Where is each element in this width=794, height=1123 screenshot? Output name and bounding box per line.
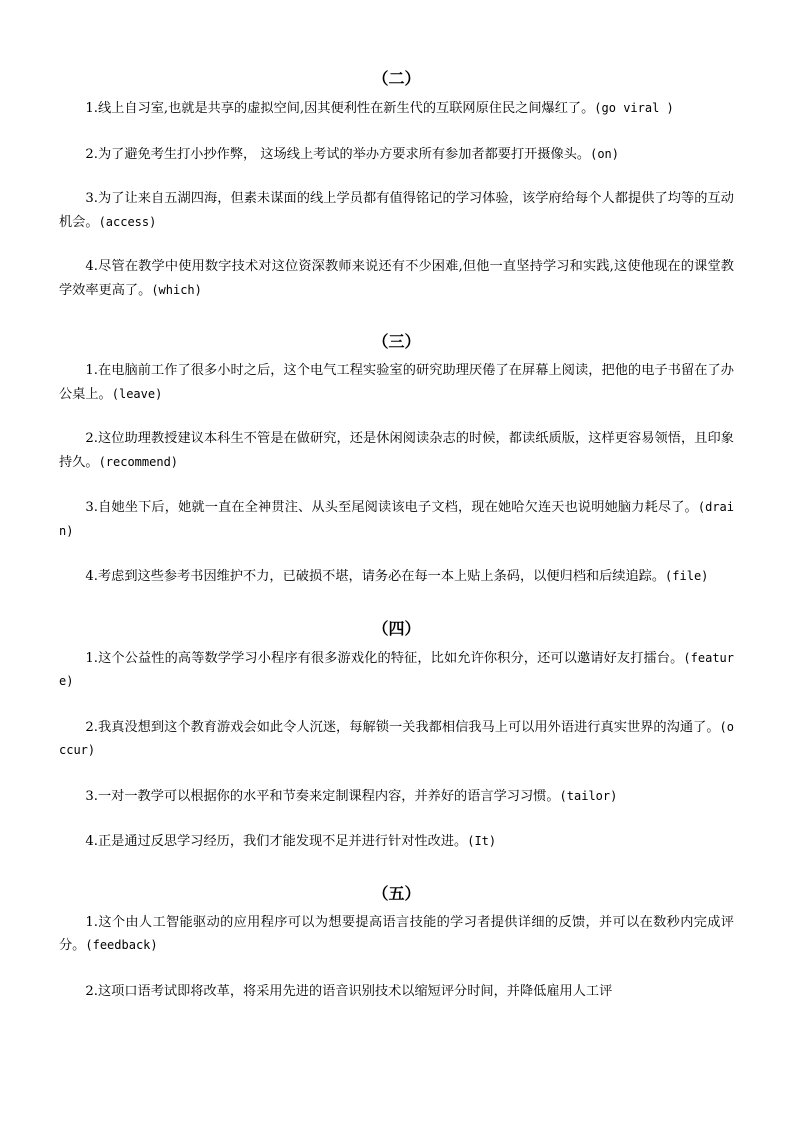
exercise-item — [59, 785, 734, 809]
exercise-text: 3.一对一教学可以根据你的水平和节奏来定制课程内容，并养好的语言学习习惯。 — [85, 788, 560, 804]
document-page — [59, 66, 734, 1003]
exercise-text: 1.线上自习室,也就是共享的虚拟空间,因其便利性在新生代的互联网原住民之间爆红了。 — [85, 101, 595, 116]
exercise-item — [59, 496, 734, 543]
exercise-text: 2.这位助理教授建议本科生不管是在做研究，还是休闲阅读杂志的时候，都读纸质版，这样更容易领悟，且印象持久。 — [59, 431, 734, 470]
exercise-keyword: (feature) — [59, 650, 734, 688]
exercise-keyword: (tailor) — [559, 788, 618, 803]
exercise-text: 3.自她坐下后，她就一直在全神贯注、从头至尾阅读该电子文档，现在她哈欠连天也说明她脑力耗尽了。 — [85, 500, 698, 515]
exercise-item — [59, 716, 734, 763]
exercise-keyword: (access) — [98, 214, 157, 229]
section-title: （四） — [372, 618, 421, 638]
exercise-text: 1.这个由人工智能驱动的应用程序可以为想要提高语言技能的学习者提供详细的反馈，并可以在数秒内完成评分。 — [59, 914, 734, 953]
section-title: （五） — [372, 883, 421, 903]
exercise-item — [59, 97, 734, 121]
exercise-text: 1.这个公益性的高等数学学习小程序有很多游戏化的特征，比如允许你积分，还可以邀请好友打擂台。 — [85, 650, 684, 666]
exercise-text: 3.为了让来自五湖四海，但素未谋面的线上学员都有值得铭记的学习体验，该学府给每个人都提供了均等的互动机会。 — [59, 191, 734, 230]
exercise-item — [59, 647, 734, 694]
exercise-keyword: (on) — [590, 146, 620, 161]
exercise-item — [59, 188, 734, 234]
exercise-item — [59, 143, 734, 167]
exercise-keyword: (go viral ) — [594, 101, 674, 115]
exercise-text: 2.为了避免考生打小抄作弊， 这场线上考试的举办方要求所有参加者都要打开摄像头。 — [85, 146, 591, 162]
exercise-item — [59, 428, 734, 474]
section-title: （二） — [372, 69, 421, 88]
section-title: （三） — [372, 332, 421, 351]
exercise-keyword: (recommend) — [98, 454, 179, 469]
exercise-keyword: (file) — [665, 569, 709, 583]
exercise-text: 2.我真没想到这个教育游戏会如此令人沉迷，每解锁一关我都相信我马上可以用外语进行真实世界的沟通了。 — [85, 719, 720, 735]
exercise-text: 4.考虑到这些参考书因维护不力，已破损不堪，请务必在每一本上贴上条码，以便归档和后续追踪。 — [85, 569, 666, 584]
exercise-keyword: (occur) — [59, 719, 734, 757]
exercise-item — [59, 360, 734, 406]
exercise-keyword: (leave) — [111, 386, 163, 401]
exercise-keyword: (drain) — [59, 500, 734, 538]
exercise-text: 4.尽管在教学中使用数字技术对这位资深教师来说还有不少困难,但他一直坚持学习和实践,这使他现在的课堂教学效率更高了。 — [59, 259, 734, 298]
exercise-keyword: (feedback) — [85, 938, 158, 952]
exercise-text: 4.正是通过反思学习经历，我们才能发现不足并进行针对性改进。 — [85, 834, 468, 849]
exercise-keyword: (which) — [151, 282, 202, 297]
exercise-item — [59, 256, 734, 302]
exercise-text: 1.在电脑前工作了很多小时之后，这个电气工程实验室的研究助理厌倦了在屏幕上阅读，把他的电子书留在了办公桌上。 — [59, 363, 734, 402]
exercise-item — [59, 980, 734, 1004]
exercise-item — [59, 912, 734, 958]
exercise-keyword: (It) — [467, 834, 497, 848]
exercise-item — [59, 565, 734, 589]
exercise-text: 2.这项口语考试即将改革，将采用先进的语音识别技术以缩短评分时间，并降低雇用人工评 — [85, 983, 613, 999]
exercise-item — [59, 830, 734, 854]
